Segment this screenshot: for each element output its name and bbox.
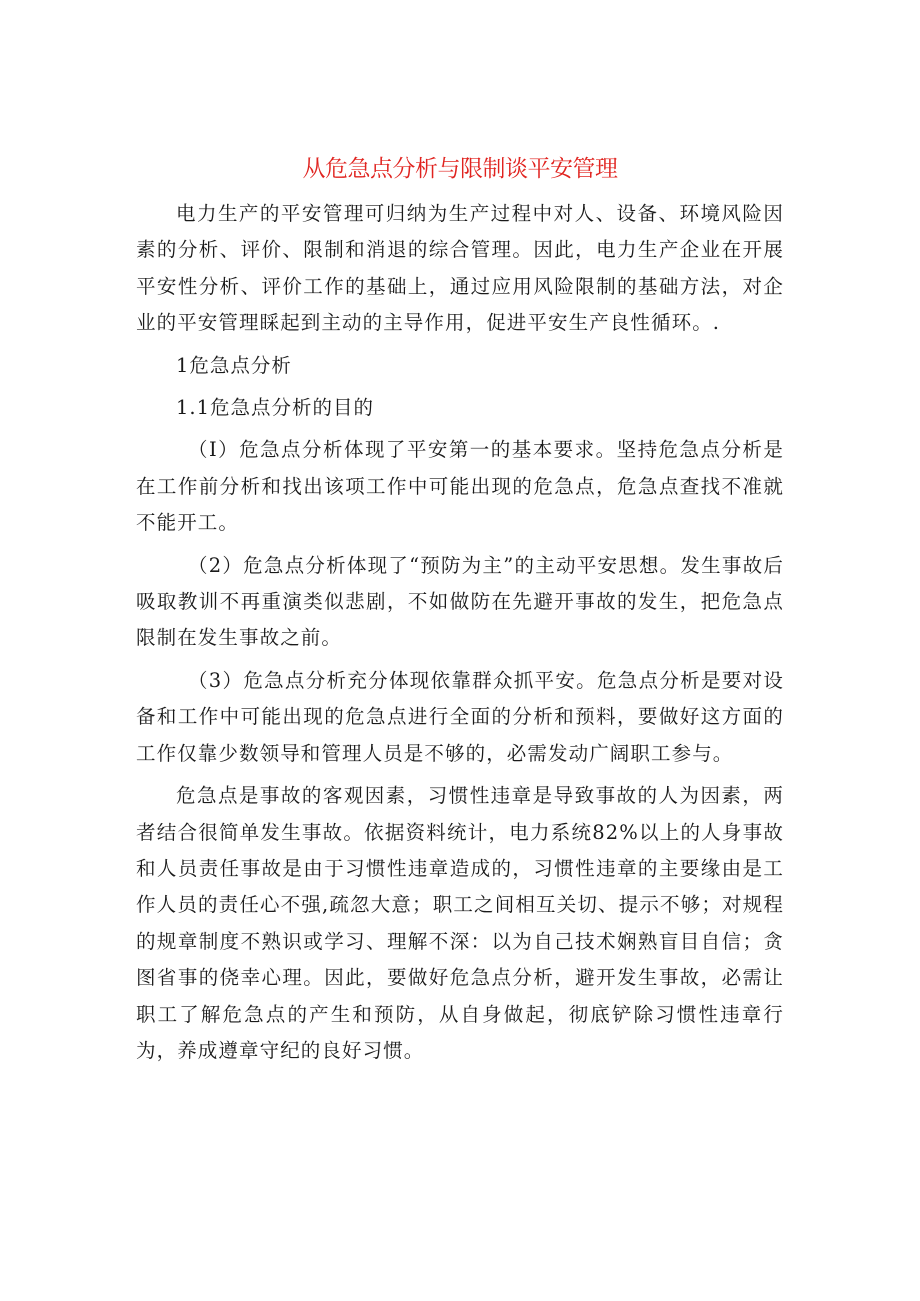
- document-body: [136, 150, 784, 1069]
- section-heading-1: 1危急点分析: [176, 353, 292, 377]
- final-paragraph: 危急点是事故的客观因素，习惯性违章是导致事故的人为因素，两者结合很简单发生事故。依据资料统计，电力系统82%以上的人身事故和人员责任事故是由于习惯性违章造成的，习惯性违章的主要缘由是工作人员的责任心不强,疏忽大意；职工之间相互关切、提示不够；对规程的规章制度不熟识或学习、理解不深：以为自己技术娴熟盲目自信；贪图省事的侥幸心理。因此，要做好危急点分析，避开发生事故，必需让职工了解危急点的产生和预防，从自身做起，彻底铲除习惯性违章行为，养成遵章守纪的良好习惯。: [136, 784, 784, 1062]
- list-item-1: （I）危急点分析体现了平安第一的基本要求。坚持危急点分析是在工作前分析和找出该项工作中可能出现的危急点，危急点查找不准就不能开工。: [136, 438, 784, 535]
- list-item-2: （2）危急点分析体现了“预防为主”的主动平安思想。发生事故后吸取教训不再重演类似悲剧，不如做防在先避开事故的发生，把危急点限制在发生事故之前。: [136, 553, 784, 650]
- document-title: 从危急点分析与限制谈平安管理: [302, 156, 618, 182]
- list-item-3: （3）危急点分析充分体现依靠群众抓平安。危急点分析是要对设备和工作中可能出现的危急点进行全面的分析和预料，要做好这方面的工作仅靠少数领导和管理人员是不够的，必需发动广阔职工参与。: [136, 668, 784, 765]
- section-heading-1-1: 1.1危急点分析的目的: [176, 396, 375, 420]
- intro-paragraph: 电力生产的平安管理可归纳为生产过程中对人、设备、环境风险因素的分析、评价、限制和消退的综合管理。因此，电力生产企业在开展平安性分析、评价工作的基础上，通过应用风险限制的基础方法，对企业的平安管理睬起到主动的主导作用，促进平安生产良性循环。.: [136, 202, 784, 335]
